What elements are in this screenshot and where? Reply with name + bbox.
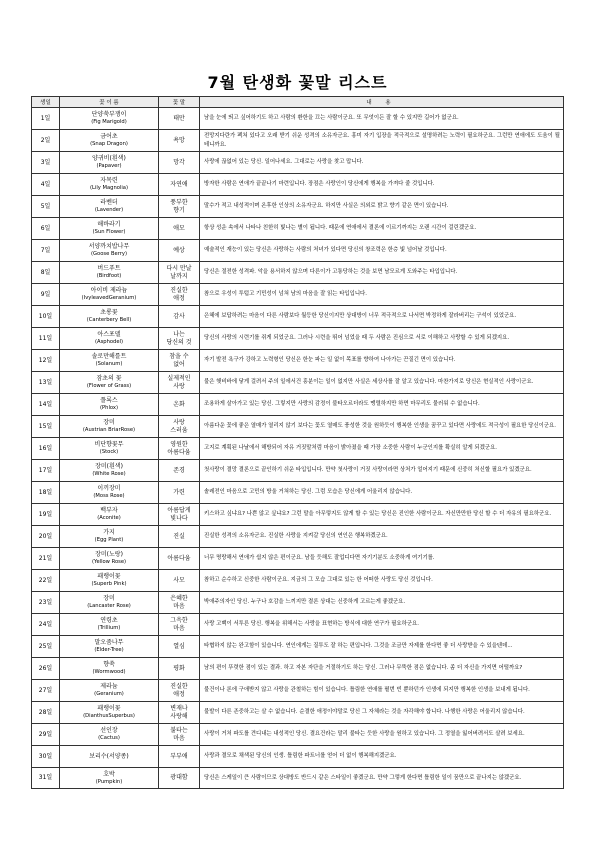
- flower-name-cell: [60, 438, 159, 460]
- flower-name-english: (Fig Marigold): [91, 119, 127, 125]
- flower-name-english: (IvyleavedGeranium): [81, 295, 137, 301]
- flower-name-english: (Trillium): [97, 625, 121, 631]
- flower-name-korean: 장미: [103, 419, 115, 426]
- birthday-date: 15일: [32, 416, 60, 438]
- flower-name-korean: 장미: [103, 595, 115, 602]
- flower-description: 방자한 사람은 연애가 끝끝나기 마련입니다. 장점은 사랑인이 당신에게 행복을 가져다 줄 것입니다.: [200, 174, 564, 196]
- birthday-date: 24일: [32, 614, 60, 636]
- flower-meaning: 다시 만날 날까지: [159, 262, 200, 284]
- birthday-date: 21일: [32, 548, 60, 570]
- flower-description: 전망지다란가 펙쳐 있다고 오래 받기 쉬운 성격의 소유자군요. 흥미 자기 입장을 적극적으로 설명하려는 노력이 필요하군요. 그런만 연애에도 도움이 될테니까요.: [200, 130, 564, 152]
- flower-meaning: 광대함: [159, 768, 200, 789]
- table-row: [32, 196, 564, 218]
- flower-name-korean: 패랭이꽃: [97, 705, 121, 712]
- flower-name-cell: [60, 592, 159, 614]
- flower-name-korean: 보리수(서양종): [89, 752, 129, 760]
- flower-name-english: (Flower of Grass): [86, 383, 132, 389]
- flower-name-cell: [60, 504, 159, 526]
- birthday-date: 9일: [32, 284, 60, 306]
- flower-name-cell: [60, 570, 159, 592]
- flower-description: 항상 성운 속에서 나타나 친한히 빛나는 별이 됩니다. 때문에 연애에서 결론에 이르기까지는 오랜 시간이 걸린겠군요.: [200, 218, 564, 240]
- flower-meaning: 영원한 아름다움: [159, 438, 200, 460]
- table-row: [32, 262, 564, 284]
- header-date: 생일: [32, 97, 60, 108]
- table-row: [32, 240, 564, 262]
- table-row: [32, 284, 564, 306]
- flower-name-english: (Egg Plant): [94, 537, 124, 543]
- flower-description: 타협하지 않는 완고함이 있습니다. 연인에게는 질투도 잘 하는 편입니다. 그것을 조금만 자제를 한다면 좋 더 사랑받을 수 있을텐데...: [200, 636, 564, 658]
- flower-name-korean: 호박: [103, 770, 115, 778]
- table-row: [32, 350, 564, 372]
- birthday-date: 8일: [32, 262, 60, 284]
- flower-description: 너무 명랑해서 연애가 쉽지 않은 편이군요. 남들 듯해도 잘업디다면 자기기분도 소중하게 여기기를.: [200, 548, 564, 570]
- flower-name-english: (White Rose): [92, 471, 126, 477]
- birthday-date: 26일: [32, 658, 60, 680]
- flower-description: 아름다운 꽃에 좋은 열매가 열리지 않기 보다는 꽃도 열매도 풍성한 것을 원하듯이 행복한 인생을 꿈꾸고 있다면 사랑에도 적극성이 필요한 당신이군요.: [200, 416, 564, 438]
- flower-name-english: (Elder-Tree): [94, 647, 124, 653]
- table-row: [32, 438, 564, 460]
- birthday-date: 2일: [32, 130, 60, 152]
- flower-name-english: (Stock): [99, 449, 119, 455]
- table-row: [32, 548, 564, 570]
- flower-meaning: 망각: [159, 152, 200, 174]
- table-row: [32, 130, 564, 152]
- flower-name-korean: 말오줌나무: [94, 639, 124, 646]
- flower-meaning: 가련: [159, 482, 200, 504]
- birthday-date: 28일: [32, 702, 60, 724]
- flower-name-cell: [60, 394, 159, 416]
- flower-name-korean: 연령초: [100, 617, 118, 624]
- flower-name-cell: [60, 416, 159, 438]
- birthday-date: 27일: [32, 680, 60, 702]
- birthday-date: 6일: [32, 218, 60, 240]
- flower-description: 불은 햇비바에 닿게 걸려서 주의 일에서건 흥분이는 일이 없지만 사실은 세상사를 잘 알고 있습니다. 마찬가지로 당신은 현실적인 사랑이군요.: [200, 372, 564, 394]
- flower-meaning: 진실: [159, 526, 200, 548]
- birthday-date: 7일: [32, 240, 60, 262]
- birthday-date: 17일: [32, 460, 60, 482]
- table-row: [32, 746, 564, 768]
- flower-name-english: (Aconite): [97, 515, 121, 521]
- flower-name-cell: [60, 328, 159, 350]
- flower-name-english: (Canterbery Bell): [86, 317, 132, 323]
- table-row: [32, 108, 564, 130]
- flower-name-cell: [60, 746, 159, 768]
- flower-meaning: 애모: [159, 218, 200, 240]
- flower-meaning: 예상: [159, 240, 200, 262]
- flower-name-cell: [60, 636, 159, 658]
- flower-meaning: 사모: [159, 570, 200, 592]
- flower-description: 당신은 절전한 성격파. 악을 용서하지 않으며 다른이가 고통당하는 것을 보면 남모르게 도와주는 타입입니다.: [200, 262, 564, 284]
- flower-name-cell: [60, 130, 159, 152]
- flower-description: 불발이 다른 존중하고는 살 수 없습니다. 순결한 애정이야말로 당신 그 자체라는 것을 자각해야 합니다. 나행한 사랑은 어울리지 않습니다.: [200, 702, 564, 724]
- table-row: [32, 394, 564, 416]
- flower-name-korean: 잠초의 꽃: [96, 375, 122, 382]
- flower-description: 당신의 사랑의 시련기를 쥐게 되었군요. 그러나 시련을 뛰어 넘었을 때 두 사람은 진심으로 서로 이해하고 사랑할 수 있게 되겠지요.: [200, 328, 564, 350]
- flower-name-korean: 아이비 제라늄: [90, 287, 128, 294]
- birthday-date: 1일: [32, 108, 60, 130]
- flower-name-cell: [60, 658, 159, 680]
- flower-description: 솔레전인 마음으로 고민의 방울 거쳐하는 당신. 그럼 모습은 당신에게 어울리지 않습니다.: [200, 482, 564, 504]
- table-row: [32, 482, 564, 504]
- birthday-date: 3일: [32, 152, 60, 174]
- table-row: [32, 174, 564, 196]
- table-row: [32, 702, 564, 724]
- flower-name-korean: 비단향꽃무: [94, 441, 124, 448]
- flower-name-english: (Yellow Rose): [91, 559, 127, 565]
- flower-meaning: 아름다움: [159, 548, 200, 570]
- table-row: [32, 372, 564, 394]
- flower-name-cell: [60, 240, 159, 262]
- flower-description: 사랑에 끊없어 있는 당신. 일어나세요. 그대로는 사랑을 찾고 맙니다.: [200, 152, 564, 174]
- flower-name-cell: [60, 526, 159, 548]
- flower-name-english: (Phlox): [100, 405, 118, 411]
- birthday-date: 12일: [32, 350, 60, 372]
- flower-name-cell: [60, 702, 159, 724]
- flower-name-korean: 양귀비(흰색): [92, 155, 126, 162]
- birthday-date: 14일: [32, 394, 60, 416]
- flower-name-english: (Wormwood): [92, 669, 126, 675]
- flower-description: 사랑과 결모로 채색된 당신의 인생. 틀림한 파트너를 얻어 더 없이 행복해지겠군요.: [200, 746, 564, 768]
- table-row: [32, 152, 564, 174]
- flower-name-korean: 향쑥: [103, 661, 115, 668]
- flower-name-korean: 장미(노랑): [95, 551, 123, 558]
- flower-name-english: (Cactus): [98, 735, 120, 741]
- flower-name-cell: [60, 108, 159, 130]
- flower-name-cell: [60, 218, 159, 240]
- flower-name-korean: 장미(흰색): [95, 463, 123, 470]
- table-row: [32, 504, 564, 526]
- flower-description: 키스하고 싶냐요? 나쁜 않고 싶냐요? 그런 말을 아무렇지도 않게 할 수 있는 당신은 진인한 사람이군요. 자신만만한 당신 할 수 더 자유의 필요하군요.: [200, 504, 564, 526]
- flower-name-english: (Lavender): [94, 207, 124, 213]
- flower-description: 당신은 스케일이 큰 사람이므로 상대방도 반드시 같은 스타일이 좋겠군요. 만약 그렇게 한다면 틀림한 일이 꿈만으로 끝나지는 않겠군요.: [200, 768, 564, 789]
- flower-name-english: (Moss Rose): [93, 493, 125, 499]
- flower-name-korean: 패랭이꽃: [97, 573, 121, 580]
- flower-name-english: (Superb Pink): [91, 581, 127, 587]
- birthday-date: 13일: [32, 372, 60, 394]
- flower-description: 조용하게 살아가고 있는 당신. 그렇지만 사랑의 감정이 불타오르더라도 맹렬하지만 하면 마무리도 물러워 수 없습니다.: [200, 394, 564, 416]
- flower-name-english: (Snap Dragon): [90, 141, 128, 147]
- flower-name-cell: [60, 724, 159, 746]
- flower-meaning: 아름답게 빛나다: [159, 504, 200, 526]
- flower-name-korean: 제라늄: [100, 683, 118, 690]
- flower-name-english: (Pumpkin): [95, 778, 123, 785]
- flower-description: 예술적인 재능이 있는 당신은 사랑하는 사람의 처녀가 있다면 당신의 창조력은 한층 빛 넘어날 것입니다.: [200, 240, 564, 262]
- flower-meaning: 온화: [159, 394, 200, 416]
- flower-description: 남의 편이 뚜렷한 점이 있는 결과. 하고 자본 자단을 거절하기도 하는 당신. 그러나 무뚝한 점은 없습니다. 좀 더 자신을 가지면 어떨까요?: [200, 658, 564, 680]
- table-row: [32, 592, 564, 614]
- flower-meaning: 사랑 스러움: [159, 416, 200, 438]
- flower-name-cell: [60, 768, 159, 789]
- table-row: [32, 460, 564, 482]
- flower-name-korean: 선인장: [100, 727, 118, 734]
- flower-name-cell: [60, 372, 159, 394]
- flower-description: 고지로 계획된 나날에서 해방되어 자유 거짓말처럼 마음이 밝아졌을 때 가장 소중한 사람이 누군인지를 확실히 알게 되겠군요.: [200, 438, 564, 460]
- flower-meaning: 태만: [159, 108, 200, 130]
- flower-meaning: 진실한 애정: [159, 680, 200, 702]
- flower-meaning: 풍부한 향기: [159, 196, 200, 218]
- table-header-row: [32, 97, 564, 108]
- flower-description: 남을 눈에 띄고 싶어하기도 하고 사람의 환한을 끄는 사람이군요. 또 무엇이든 잘 할 수 있지만 길어가 없군요.: [200, 108, 564, 130]
- flower-name-cell: [60, 350, 159, 372]
- flower-name-english: (Asphodel): [95, 339, 123, 345]
- table-row: [32, 768, 564, 789]
- table-row: [32, 680, 564, 702]
- flower-name-cell: [60, 460, 159, 482]
- flower-name-korean: 초롱꽃: [100, 309, 118, 316]
- flower-description: 사랑이 거처 파도를 견디내는 내성적인 당신. 결요건라는 말리 불타는 듯한 사랑을 원하고 있습니다. 그 정열을 잃어버려서도 살려 보세요.: [200, 724, 564, 746]
- flower-name-cell: [60, 262, 159, 284]
- flower-description: 박애주의자인 당신. 누구나 호감을 느끼지만 결론 상대는 신중하게 고르는게 좋겠군요.: [200, 592, 564, 614]
- table-row: [32, 306, 564, 328]
- flower-name-english: (Goose Berry): [91, 251, 127, 257]
- birthday-date: 30일: [32, 746, 60, 768]
- flower-name-korean: 플록스: [100, 397, 118, 404]
- flower-name-english: (Sun Flower): [92, 229, 126, 235]
- birthday-date: 4일: [32, 174, 60, 196]
- birthday-date: 23일: [32, 592, 60, 614]
- flower-description: 참으로 우성이 투텁고 기민성이 넘쳐 남의 마음을 잘 읽는 타입입니다.: [200, 284, 564, 306]
- flower-description: 자기 발전 욕구가 강하고 노력형인 당신은 한눈 파는 일 없이 목표를 향하여 나아가는 끈질긴 면이 있습니다.: [200, 350, 564, 372]
- flower-name-cell: [60, 548, 159, 570]
- table-row: [32, 526, 564, 548]
- flower-description: 사랑 고백이 서투른 당신. 행복을 위해서는 사랑을 표현하는 방식에 대한 연구가 필요하군요.: [200, 614, 564, 636]
- birthday-date: 16일: [32, 438, 60, 460]
- flower-meaning: 진실한 애정: [159, 284, 200, 306]
- table-row: [32, 614, 564, 636]
- flower-name-cell: [60, 152, 159, 174]
- birthday-date: 5일: [32, 196, 60, 218]
- flower-description: 첫사랑이 결망 결론으로 끝인하기 쉬운 타입입니다. 만약 첫사랑이 거짓 사랑이라면 상처가 얼어지기 때문에 신중히 처신할 필요가 있겠군요.: [200, 460, 564, 482]
- birthday-date: 31일: [32, 768, 60, 789]
- flower-name-english: (Lily Magnolia): [89, 185, 128, 191]
- flower-meaning: 은혜한 마음: [159, 592, 200, 614]
- flower-name-cell: [60, 614, 159, 636]
- flower-description: 불건이나 론에 구애받지 않고 사랑을 관철하는 힘이 있습니다. 틀림한 연애를 펼번 빈 뿐하던가 인생에 되지만 행복한 인생을 보내게 됩니다.: [200, 680, 564, 702]
- birthday-date: 20일: [32, 526, 60, 548]
- flower-meaning: 평화: [159, 658, 200, 680]
- flower-meaning: 실제적인 사랑: [159, 372, 200, 394]
- flower-meaning: 부부애: [159, 746, 200, 768]
- flower-description: 은혜에 보답하려는 마음이 다른 사람보다 월등한 당신이지만 상대방이 너무 적극적으로 나서면 박정하게 잘라버리는 구석이 있었군요.: [200, 306, 564, 328]
- flower-description: 참하고 순수하고 신중한 사람이군요. 지금의 그 모습 그대로 있는 한 어떠한 사랑도 당신 것입니다.: [200, 570, 564, 592]
- flower-name-english: (Papaver): [96, 163, 122, 169]
- flower-name-english: (Solanum): [95, 361, 123, 367]
- table-row: [32, 636, 564, 658]
- table-row: [32, 724, 564, 746]
- flower-name-korean: 서양까치밥나무: [88, 243, 130, 250]
- flower-name-english: (DianthusSuperbus): [83, 713, 135, 719]
- flower-name-korean: 이끼장미: [97, 485, 121, 492]
- flower-meaning: 존경: [159, 460, 200, 482]
- birthday-date: 19일: [32, 504, 60, 526]
- birthday-date: 25일: [32, 636, 60, 658]
- flower-name-korean: 버드푸트: [97, 265, 121, 272]
- birthday-date: 29일: [32, 724, 60, 746]
- flower-meaning: 참을 수 없어: [159, 350, 200, 372]
- flower-name-korean: 솔로만해를트: [91, 353, 127, 360]
- table-row: [32, 328, 564, 350]
- flower-name-english: (Geranium): [94, 691, 124, 697]
- flower-name-korean: 단양쑥부쟁이: [91, 111, 127, 118]
- flower-description: 말수가 적고 내성적이며 온후한 인상의 소유자군요. 하지만 사실은 의외로 밝고 향기 같은 면이 있습니다.: [200, 196, 564, 218]
- flower-name-cell: [60, 196, 159, 218]
- birthday-date: 10일: [32, 306, 60, 328]
- flower-name-english: (Birdfoot): [96, 273, 122, 279]
- flower-name-cell: [60, 284, 159, 306]
- flower-meaning: 나는 당신의 것: [159, 328, 200, 350]
- birthday-date: 18일: [32, 482, 60, 504]
- flower-name-english: (Austrian BriarRose): [82, 427, 136, 433]
- flower-name-cell: [60, 174, 159, 196]
- header-flower-name: 꽃 이 름: [60, 97, 159, 108]
- flower-name-cell: [60, 680, 159, 702]
- table-row: [32, 218, 564, 240]
- table-row: [32, 570, 564, 592]
- table-row: [32, 658, 564, 680]
- flower-meaning: 열심: [159, 636, 200, 658]
- birthday-date: 11일: [32, 328, 60, 350]
- flower-name-cell: [60, 306, 159, 328]
- flower-meaning: 그윽한 마음: [159, 614, 200, 636]
- flower-meaning: 변재나 사랑해: [159, 702, 200, 724]
- flower-name-korean: 백부자: [100, 507, 118, 514]
- flower-name-korean: 해바라기: [97, 221, 121, 228]
- flower-meaning: 자연애: [159, 174, 200, 196]
- flower-table: [31, 96, 564, 789]
- flower-name-english: (Lancaster Rose): [87, 603, 131, 609]
- flower-name-korean: 라벤더: [100, 199, 118, 206]
- flower-name-korean: 자목련: [100, 177, 118, 184]
- birthday-date: 22일: [32, 570, 60, 592]
- flower-meaning: 감사: [159, 306, 200, 328]
- flower-description: 진실한 성격의 소유자군요. 진실한 사랑을 지켜갈 당신의 연인은 행복하겠군요.: [200, 526, 564, 548]
- table-row: [32, 416, 564, 438]
- flower-meaning: 불타는 마음: [159, 724, 200, 746]
- header-flower-meaning: 꽃 말: [159, 97, 200, 108]
- flower-name-korean: 금어초: [100, 133, 118, 140]
- flower-name-korean: 아스포델: [97, 331, 121, 338]
- page-title: 7월 탄생화 꽃말 리스트: [207, 73, 388, 92]
- flower-meaning: 욕망: [159, 130, 200, 152]
- flower-name-cell: [60, 482, 159, 504]
- flower-name-korean: 가지: [103, 529, 115, 536]
- header-description: 내 용: [200, 97, 564, 108]
